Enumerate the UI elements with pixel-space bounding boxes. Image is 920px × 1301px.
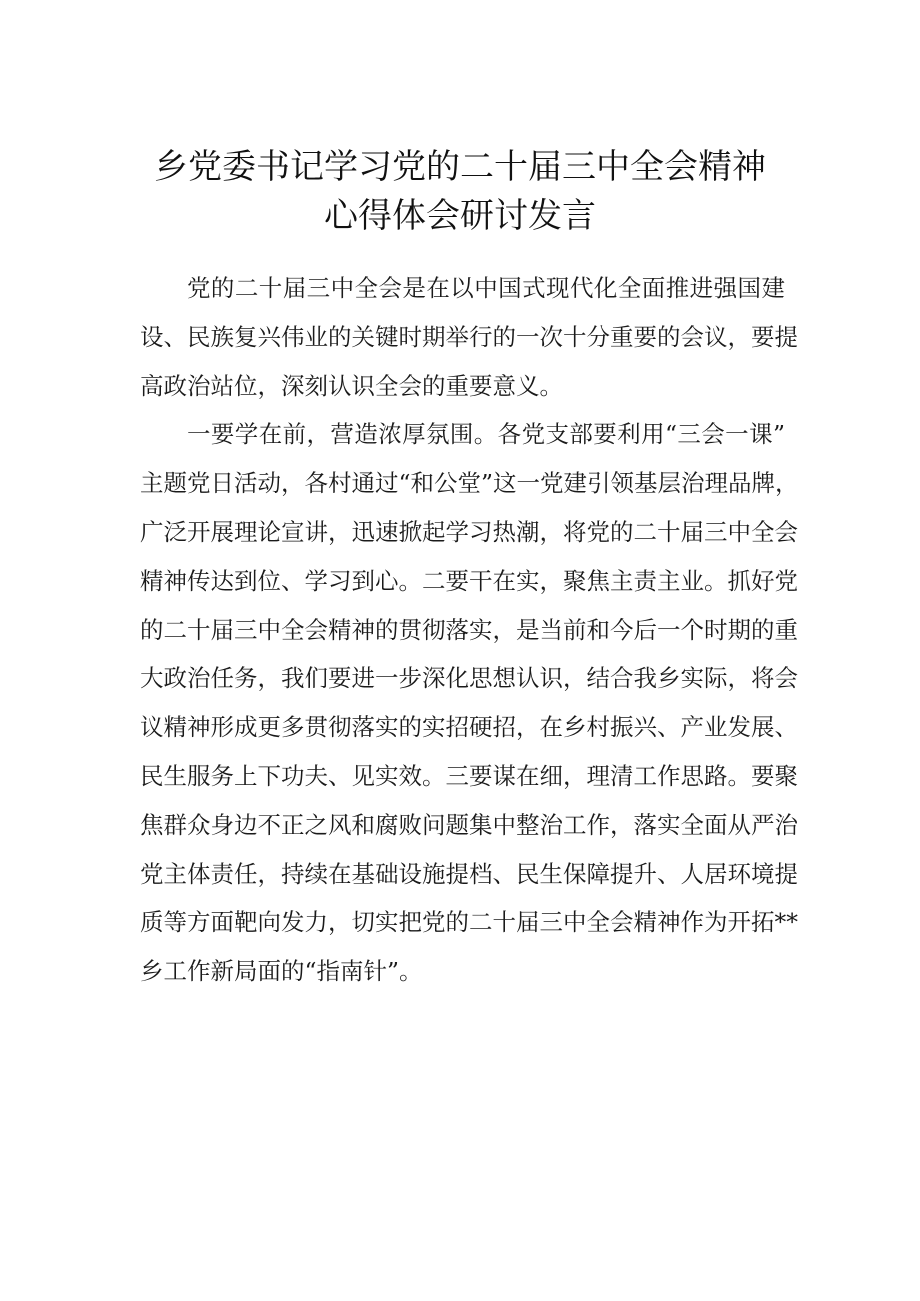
text-line: 高政治站位，深刻认识全会的重要意义。 xyxy=(140,371,563,400)
document-body xyxy=(140,264,799,996)
text-line: 设、民族复兴伟业的关键时期举行的一次十分重要的会议，要提 xyxy=(140,322,798,351)
paragraph-2 xyxy=(140,410,799,996)
document-title-line-1: 乡党委书记学习党的二十届三中全会精神 xyxy=(154,147,766,187)
text-line: 精神传达到位、学习到心。二要干在实，聚焦主责主业。抓好党 xyxy=(140,566,798,595)
text-line: 议精神形成更多贯彻落实的实招硬招，在乡村振兴、产业发展、 xyxy=(140,713,798,742)
text-line: 的二十届三中全会精神的贯彻落实，是当前和今后一个时期的重 xyxy=(140,615,798,644)
text-line: 民生服务上下功夫、见实效。三要谋在细，理清工作思路。要聚 xyxy=(140,761,798,790)
text-line: 广泛开展理论宣讲，迅速掀起学习热潮，将党的二十届三中全会 xyxy=(140,517,798,546)
text-line: 质等方面靶向发力，切实把党的二十届三中全会精神作为开拓** xyxy=(140,908,798,937)
text-line: 主题党日活动，各村通过“和公堂”这一党建引领基层治理品牌， xyxy=(140,469,799,498)
text-line: 大政治任务，我们要进一步深化思想认识，结合我乡实际，将会 xyxy=(140,664,798,693)
document-title-line-2: 心得体会研讨发言 xyxy=(324,196,596,236)
text-line: 一要学在前，营造浓厚氛围。各党支部要利用“三会一课” xyxy=(187,420,785,449)
text-line: 党的二十届三中全会是在以中国式现代化全面推进强国建 xyxy=(187,274,785,302)
text-line: 焦群众身边不正之风和腐败问题集中整治工作，落实全面从严治 xyxy=(140,810,798,839)
paragraph-1 xyxy=(140,264,798,410)
text-line: 党主体责任，持续在基础设施提档、民生保障提升、人居环境提 xyxy=(140,859,798,888)
text-line: 乡工作新局面的“指南针”。 xyxy=(140,957,423,986)
